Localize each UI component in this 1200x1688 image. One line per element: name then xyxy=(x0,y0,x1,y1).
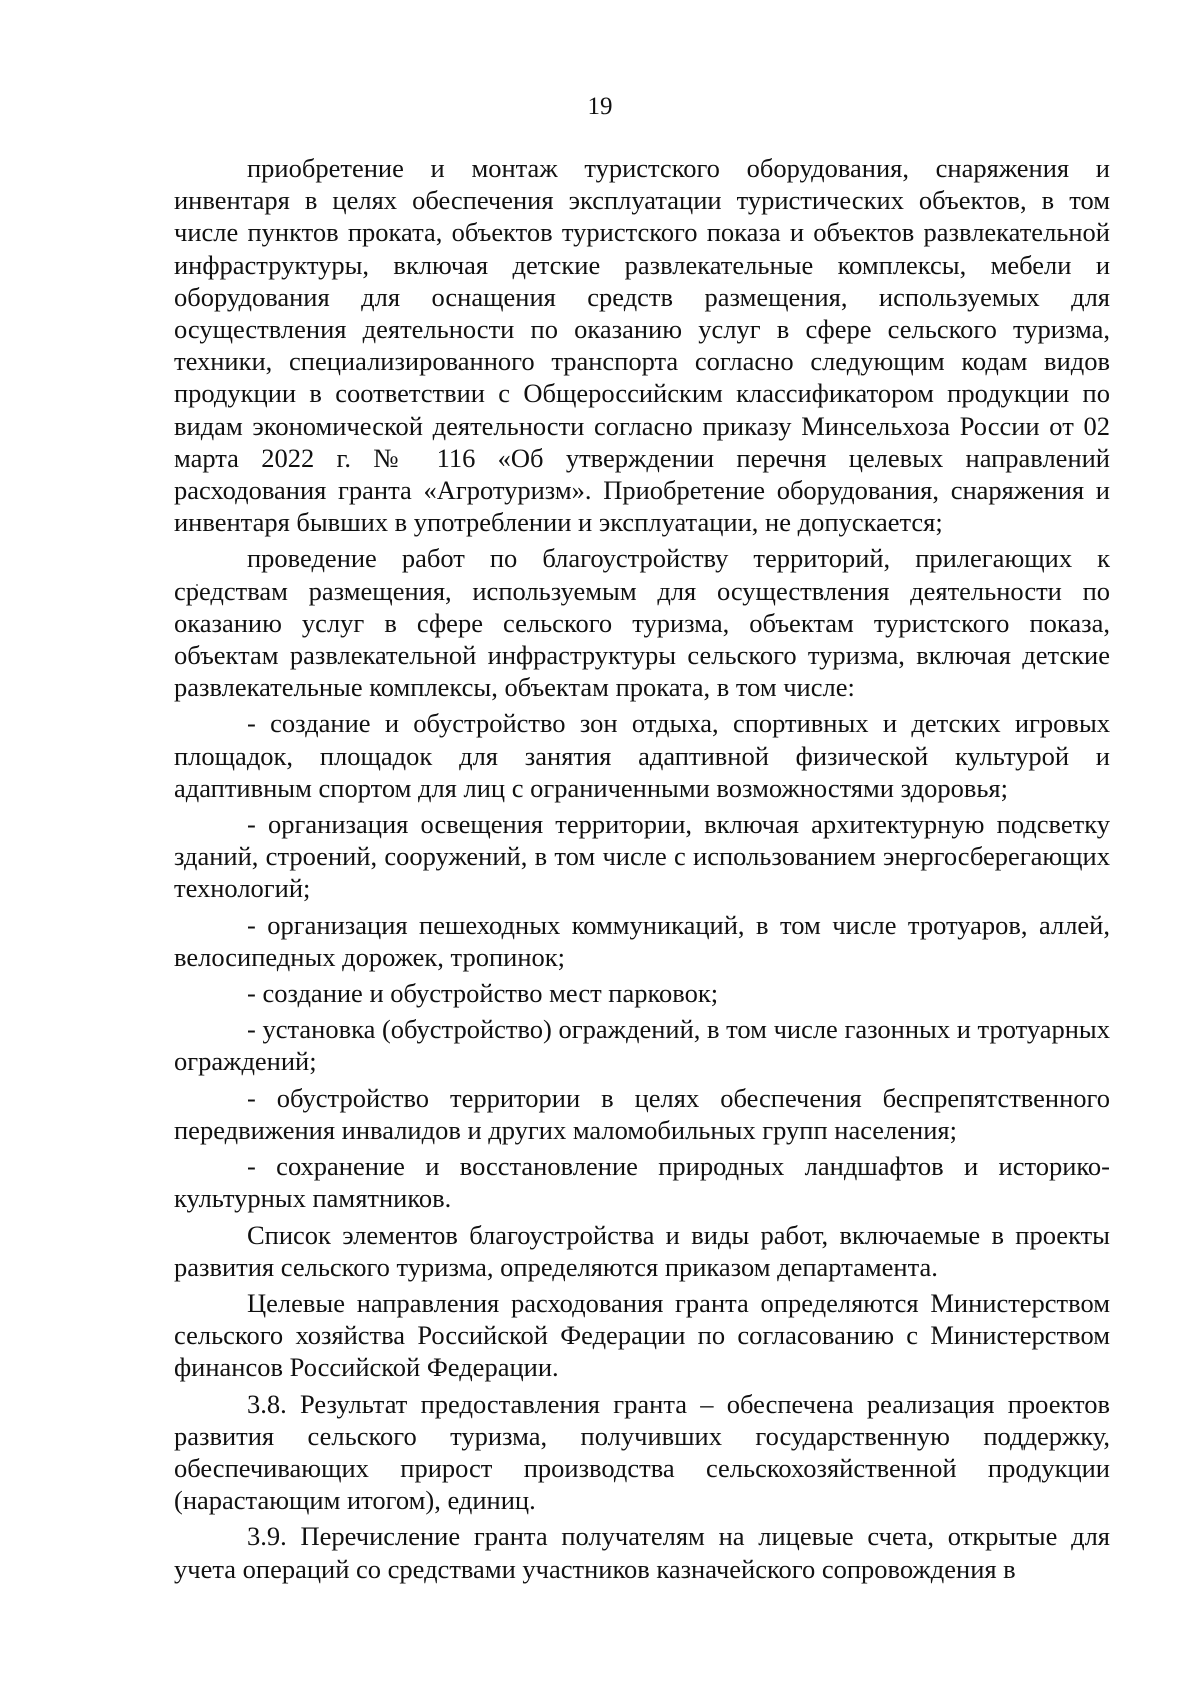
list-item-lighting: - организация освещения территории, включая архитектурную подсветку зданий, строений, сооружений, в том числе с использованием энергосберегающих технологий; xyxy=(174,809,1110,904)
list-item-landscapes: - сохранение и восстановление природных ландшафтов и историко-культурных памятников. xyxy=(174,1151,1110,1214)
paragraph-3-8: 3.8. Результат предоставления гранта – обеспечена реализация проектов развития сельского туризма, получивших государственную поддержку, обеспечивающих прирост производства сельскохозяйственной продукции (нарастающим итогом), единиц. xyxy=(174,1388,1110,1516)
list-item-recreation-zones: - создание и обустройство зон отдыха, спортивных и детских игровых площадок, площадок для занятия адаптивной физической культурой и адаптивным спортом для лиц с ограниченными возможностями здоровья; xyxy=(174,708,1110,803)
list-item-pedestrian: - организация пешеходных коммуникаций, в том числе тротуаров, аллей, велосипедных дорожек, тропинок; xyxy=(174,909,1110,972)
page-number: 19 xyxy=(587,93,613,120)
document-body xyxy=(174,152,1110,1585)
paragraph-target-directions: Целевые направления расходования гранта определяются Министерством сельского хозяйства Российской Федерации по согласованию с Министерством финансов Российской Федерации. xyxy=(174,1287,1110,1383)
paragraph-landscaping: проведение работ по благоустройству территорий, прилегающих к средствам размещения, используемым для осуществления деятельности по оказанию услуг в сфере сельского туризма, объектам туристского показа, объектам развлекательной инфраструктуры сельского туризма, включая детские развлекательные комплексы, объектам проката, в том числе: xyxy=(174,543,1110,703)
paragraph-equipment: приобретение и монтаж туристского оборудования, снаряжения и инвентаря в целях обеспечения эксплуатации туристических объектов, в том числе пунктов проката, объектов туристского показа и объектов развлекательной инфраструктуры, включая детские развлекательные комплексы, мебели и оборудования для оснащения средств размещения, используемых для осуществления деятельности по оказанию услуг в сфере сельского туризма, техники, специализированного транспорта согласно следующим кодам видов продукции в соответствии с Общероссийским классификатором продукции по видам экономической деятельности согласно приказу Минсельхоза России от 02 марта 2022 г. № 116 «Об утверждении перечня целевых направлений расходования гранта «Агротуризм». Приобретение оборудования, снаряжения и инвентаря бывших в употреблении и эксплуатации, не допускается; xyxy=(174,153,1110,538)
list-item-accessibility: - обустройство территории в целях обеспечения беспрепятственного передвижения инвалидов и других маломобильных групп населения; xyxy=(174,1082,1110,1145)
paragraph-elements-list: Список элементов благоустройства и виды работ, включаемые в проекты развития сельского туризма, определяются приказом департамента. xyxy=(174,1219,1110,1282)
list-item-fencing: - установка (обустройство) ограждений, в том числе газонных и тротуарных ограждений; xyxy=(174,1014,1110,1077)
list-item-parking: - создание и обустройство мест парковок; xyxy=(247,978,719,1009)
paragraph-3-9: 3.9. Перечисление гранта получателям на лицевые счета, открытые для учета операций со средствами участников казначейского сопровождения в xyxy=(174,1521,1110,1584)
